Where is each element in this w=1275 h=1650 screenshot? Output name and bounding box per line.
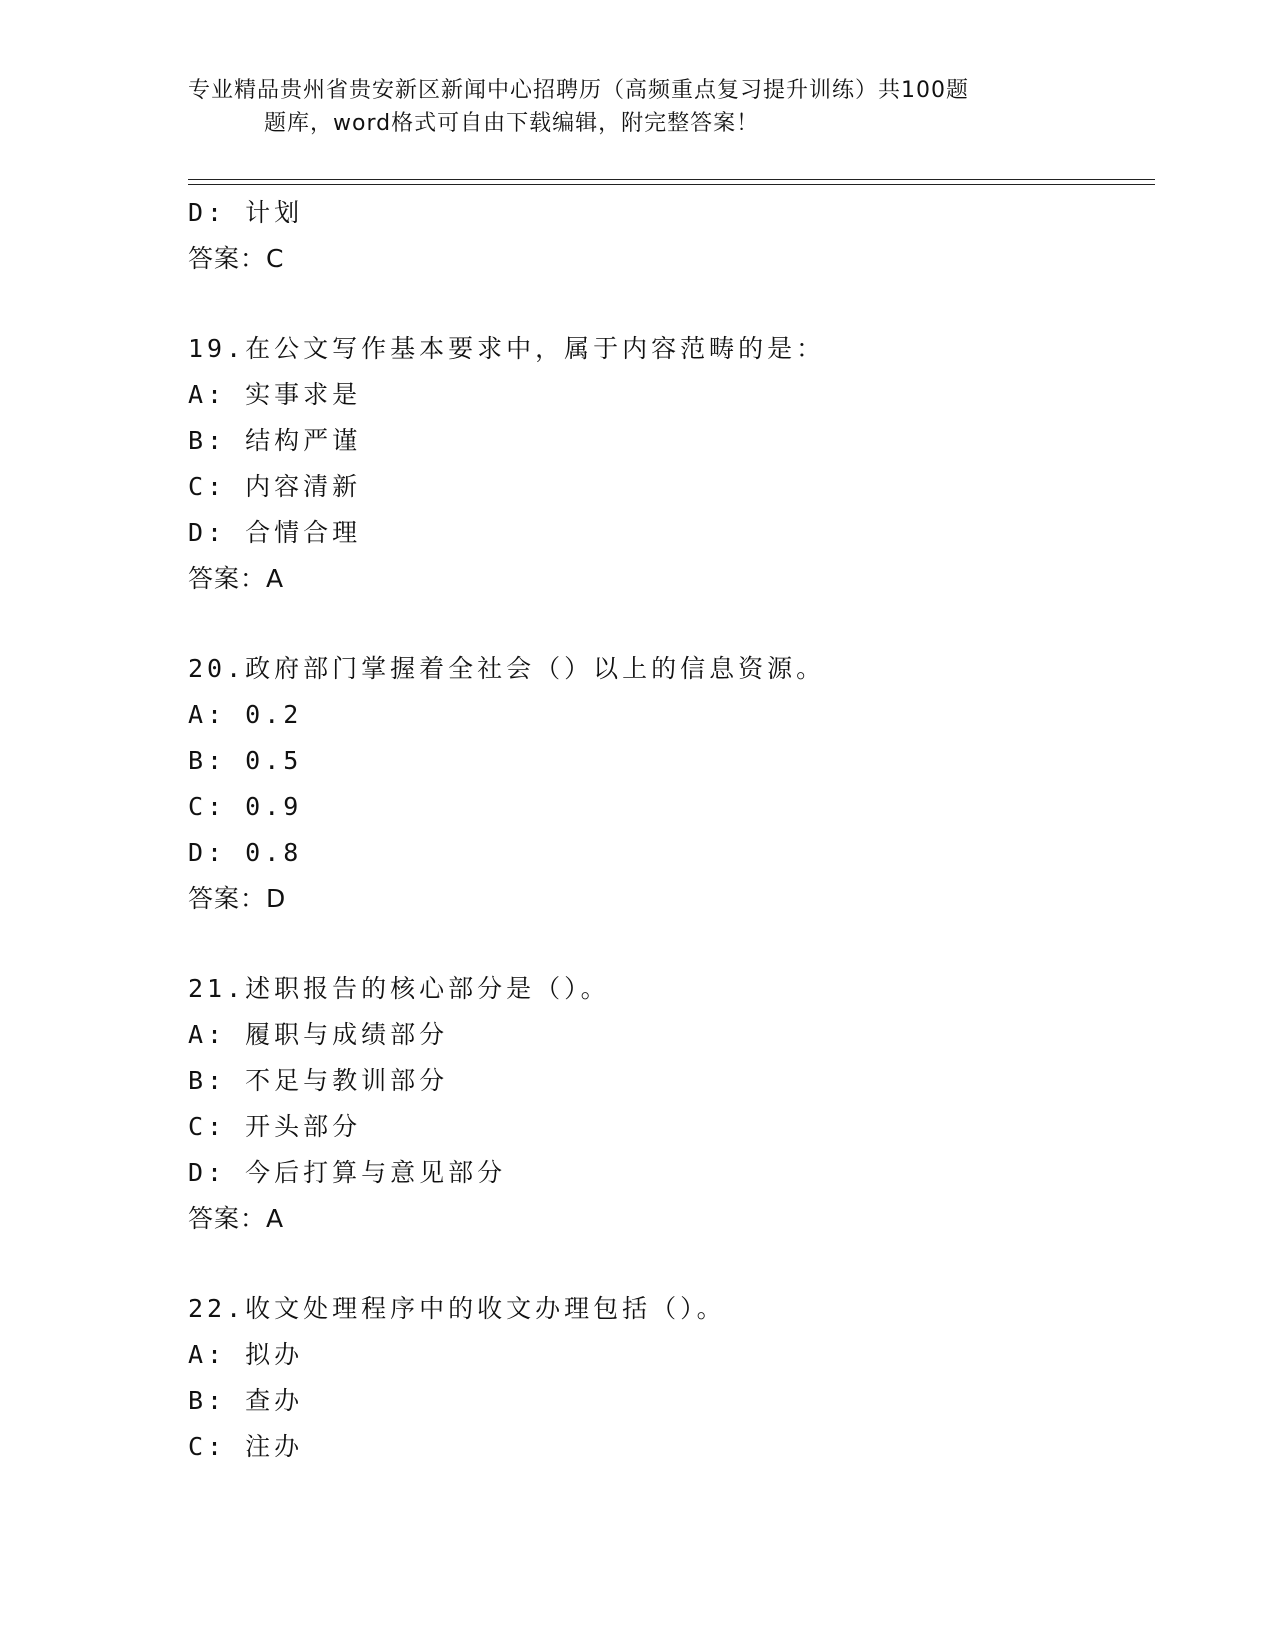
prev-answer: 答案：C — [188, 244, 285, 273]
answer: 答案：A — [188, 1204, 285, 1233]
header-title-line2: 题库，word格式可自由下载编辑，附完整答案！ — [264, 111, 760, 136]
question-20 — [188, 646, 1148, 922]
question-list — [188, 190, 1148, 1470]
option-c: C: 内容清新 — [188, 472, 362, 501]
question-stem: 22.收文处理程序中的收文办理包括（）。 — [188, 1294, 726, 1323]
header-divider-top — [188, 179, 1155, 180]
question-19 — [188, 326, 1148, 602]
question-stem: 21.述职报告的核心部分是（）。 — [188, 974, 610, 1003]
answer: 答案：D — [188, 884, 287, 913]
prev-option-d: D: 计划 — [188, 198, 304, 227]
option-a: A: 实事求是 — [188, 380, 362, 409]
option-d: D: 0.8 — [188, 838, 303, 867]
question-stem: 19.在公文写作基本要求中，属于内容范畴的是： — [188, 334, 826, 363]
option-a: A: 拟办 — [188, 1340, 304, 1369]
option-d: D: 今后打算与意见部分 — [188, 1158, 507, 1187]
option-c: C: 开头部分 — [188, 1112, 362, 1141]
question-21 — [188, 966, 1148, 1242]
question-stem: 20.政府部门掌握着全社会（）以上的信息资源。 — [188, 654, 826, 683]
option-c: C: 注办 — [188, 1432, 304, 1461]
option-a: A: 0.2 — [188, 700, 303, 729]
option-b: B: 0.5 — [188, 746, 303, 775]
header-title-line1: 专业精品贵州省贵安新区新闻中心招聘历（高频重点复习提升训练）共100题 — [188, 78, 969, 103]
option-c: C: 0.9 — [188, 792, 303, 821]
option-a: A: 履职与成绩部分 — [188, 1020, 449, 1049]
option-b: B: 结构严谨 — [188, 426, 362, 455]
answer: 答案：A — [188, 564, 285, 593]
option-b: B: 查办 — [188, 1386, 304, 1415]
document-header — [188, 74, 1068, 140]
option-d: D: 合情合理 — [188, 518, 362, 547]
question-22 — [188, 1286, 1148, 1470]
option-b: B: 不足与教训部分 — [188, 1066, 449, 1095]
header-divider-bottom — [188, 184, 1155, 185]
